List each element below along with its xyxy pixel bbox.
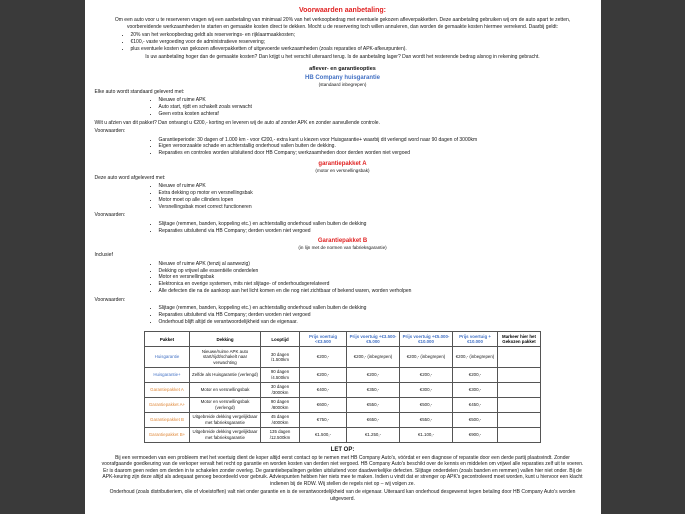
- table-cell: 90 dagen /4.500km: [261, 367, 300, 382]
- table-cell: 30 dagen /1.500km: [261, 347, 300, 368]
- conditions-label: Voorwaarden:: [94, 128, 126, 134]
- warranty-section: [95, 238, 591, 325]
- section-heading: Garantiepakket B: [317, 238, 368, 245]
- warranty-section: [95, 161, 591, 235]
- column-header: Looptijd: [261, 332, 300, 347]
- table-cell: 30 dagen /3000km: [261, 382, 300, 397]
- bullet-item: • Elektronica en overige systemen, mits niet slijtage- of onderhoudsgerelateerd: [159, 281, 563, 288]
- table-cell: €600,-: [300, 397, 347, 412]
- section-heading: HB Company huisgarantie: [304, 74, 380, 81]
- bullet-item: • Nieuwe of ruime APK: [159, 183, 563, 190]
- table-cell: Uitgebreide dekking vergelijkbaar met fabrieksgarantie: [190, 412, 261, 427]
- section-heading: garantiepakket A: [318, 160, 367, 167]
- table-row: [145, 412, 541, 427]
- bullet-item: • Reparaties uitsluitend via HB Company; derden worden niet vergoed: [159, 312, 563, 319]
- table-cell: €1.500,-: [300, 427, 347, 442]
- table-cell: €450,-: [453, 397, 498, 412]
- column-header: Pakket: [145, 332, 190, 347]
- table-cell: €500,-: [453, 412, 498, 427]
- table-cell: €200,-: [300, 367, 347, 382]
- choose-package-cell: [498, 382, 541, 397]
- table-cell: 135 dagen /12.500km: [261, 427, 300, 442]
- bullet-item: • Auto start, rijdt en schakelt zoals verwacht: [159, 104, 563, 111]
- table-cell: Zelfde als Huisgarantie (verlengd): [190, 367, 261, 382]
- doc-title: Voorwaarden aanbetaling:: [299, 7, 386, 14]
- conditions-list: [147, 221, 563, 235]
- choose-package-cell: [498, 427, 541, 442]
- intro-bullet-list: [119, 32, 591, 52]
- table-cell: €300,-: [453, 382, 498, 397]
- bullet-item: • Motor en versnellingsbak: [159, 274, 563, 281]
- table-cell: €300,-: [400, 382, 453, 397]
- bullet-item: • plus eventuele kosten van gekozen afleverpakketten of uitgevoerde werkzaamheden (zoals reparaties of APK-afkeurpunten).: [131, 46, 591, 53]
- table-cell: Motor en versnellingsbak (verlengd): [190, 397, 261, 412]
- table-cell: €400,-: [300, 382, 347, 397]
- column-header: Prijs voertuig +€3.500-€5.000: [347, 332, 400, 347]
- bullet-item: • Geen extra kosten achteraf: [159, 111, 563, 118]
- section-bullet-list: [147, 183, 563, 210]
- conditions-label: Voorwaarden:: [94, 296, 126, 303]
- table-cell: 45 dagen /4000km: [261, 412, 300, 427]
- table-cell: €650,-: [347, 412, 400, 427]
- section-lead: Deze auto word afgeleverd met:: [94, 174, 166, 181]
- package-name-cell: Garantiepakket B+: [145, 427, 190, 442]
- bullet-item: • Dekking op vrijwel alle essentiële onderdelen: [159, 268, 563, 275]
- conditions-list: [147, 305, 563, 325]
- column-header: Prijs voertuig +€10.000: [453, 332, 498, 347]
- column-header: Dekking: [190, 332, 261, 347]
- choose-package-cell: [498, 347, 541, 368]
- bullet-item: • Extra dekking op motor en versnellingsbak: [159, 190, 563, 197]
- bullet-item: • Motor moet op alle cilinders lopen: [159, 197, 563, 204]
- section-lead: Inclusief: [94, 252, 113, 259]
- divider-heading: aflever- en garantieopties: [309, 65, 376, 72]
- notice-paragraph-1: Bij een vermoeden van een probleem met het voertuig dient de koper altijd eerst contact op te nemen met HB Company Auto's, vóórdat er een diagnose of reparatie door een derde partij plaatsvindt. Zonder voorafgaande goedkeuring van de verkoper vervalt het recht op garantie en worden kosten van derden niet vergoed. HB Company Auto's beschikt over de kennis en middelen om vrijwel alle reparaties zelf uit te voeren. Er is daarom geen reden om derden in te schakelen zonder overleg. De garantiebepalingen gelden uitsluitend voor daadwerkelijke defecten. Slijtage onderdelen (zoals banden en remmen) vallen hier niet onder. Bij de APK-keuring zijn deze altijd als adequaat genoeg beoordeeld voor gebruik. Adviespunten hebben hier niets mee te maken. Indien u vindt dat er strenger op APK's gecontroleerd moet worden, kunt u hiervoor een klacht indienen bij de RDW. Wij stellen de regels niet op – wij volgen ze.: [101, 454, 584, 487]
- package-name-cell: Huisgarantie+: [145, 367, 190, 382]
- section-subheading: (motor en versnellingsbak): [315, 167, 370, 173]
- table-cell: €200,- (inbegrepen): [453, 347, 498, 368]
- bullet-item: • Reparaties en controles worden uitsluitend door HB Company; werkzaamheden door derden worden niet vergoed: [159, 150, 563, 157]
- table-cell: €200,-: [300, 347, 347, 368]
- table-cell: €1.100,-: [400, 427, 453, 442]
- conditions-label: Voorwaarden:: [94, 212, 126, 219]
- table-cell: Motor en versnellingsbak: [190, 382, 261, 397]
- table-cell: €500,-: [400, 397, 453, 412]
- choose-package-cell: [498, 412, 541, 427]
- table-cell: €200,-: [453, 367, 498, 382]
- table-cell: €200,-: [347, 367, 400, 382]
- bullet-item: • Nieuwe of ruime APK (tenzij al aanwezig): [159, 261, 563, 268]
- table-cell: Nieuwe/ruime APK auto start/rijdt/schakelt naar verwachting: [190, 347, 261, 368]
- bullet-item: • 20% van het verkoopbedrag geldt als reserverings- en rijklaarmaakkosten;: [131, 32, 591, 39]
- table-row: [145, 367, 541, 382]
- packages-table-head: [145, 332, 541, 347]
- column-header: Prijs voertuig +€5.000-€10.000: [400, 332, 453, 347]
- table-row: [145, 347, 541, 368]
- column-header: Prijs voertuig <€3.500: [300, 332, 347, 347]
- table-row: [145, 427, 541, 442]
- column-header: Markeer hier het Gekozen pakket: [498, 332, 541, 347]
- table-cell: €200,-: [400, 367, 453, 382]
- choose-package-cell: [498, 397, 541, 412]
- bullet-item: • Garantieperiode: 30 dagen of 1.000 km - voor €200,- extra kunt u kiezen voor Huisgarantie+ waarbij dit verlengd word naar 90 dagen of 3000km: [159, 137, 563, 144]
- bullet-item: • Slijtage (remmen, banden, koppeling etc.) en achterstallig onderhoud vallen buiten de dekking: [159, 305, 563, 312]
- package-name-cell: Garantiepakket A: [145, 382, 190, 397]
- notice-heading: LET OP:: [330, 446, 355, 453]
- intro-paragraph: Om een auto voor u te reserveren vragen wij een aanbetaling van minimaal 20% van het verkoopbedrag met eventuele gekozen afleverpakketten. Deze aanbetaling gebruiken wij om de auto apart te zetten, voorbereidende werkzaamheden te starten en gemaakte kosten direct te dekken. Mocht u de reservering toch willen annuleren, dan worden de gemaakte kosten hiermee verrekend. Daarbij geldt:: [114, 17, 571, 30]
- bullet-item: • Versnellingsbak moet correct functioneren: [159, 204, 563, 211]
- packages-table-body: [145, 347, 541, 443]
- table-cell: €750,-: [300, 412, 347, 427]
- package-name-cell: Huisgarantie: [145, 347, 190, 368]
- document-page: [85, 0, 601, 514]
- section-bullet-list: [147, 261, 563, 295]
- table-cell: €900,-: [453, 427, 498, 442]
- table-cell: Uitgebreide dekking vergelijkbaar met fabrieksgarantie: [190, 427, 261, 442]
- section-bullet-list: [147, 97, 563, 117]
- table-cell: €200,- (inbegrepen): [400, 347, 453, 368]
- warranty-section: [95, 75, 591, 157]
- package-name-cell: Garantiepakket A+: [145, 397, 190, 412]
- table-row: [145, 397, 541, 412]
- section-subheading: (in lijn met de normen van fabrieksgarantie): [298, 245, 387, 251]
- section-subheading: (standaard inbegrepen): [318, 81, 367, 87]
- bullet-item: • Alle defecten die na de aankoop aan het licht komen en die nog niet zichtbaar of bekend waren, worden verholpen: [159, 288, 563, 295]
- conditions-list: [147, 137, 563, 157]
- table-row: [145, 382, 541, 397]
- warranty-sections: [95, 75, 591, 326]
- bullet-item: • Nieuwe of ruime APK: [159, 97, 563, 104]
- table-cell: €550,-: [347, 397, 400, 412]
- bullet-item: • Onderhoud blijft altijd de verantwoordelijkheid van de eigenaar.: [159, 319, 563, 326]
- section-lead: Elke auto wordt standaard geleverd met:: [94, 88, 185, 95]
- table-cell: €350,-: [347, 382, 400, 397]
- table-cell: €550,-: [400, 412, 453, 427]
- package-name-cell: Garantiepakket B: [145, 412, 190, 427]
- table-cell: 90 dagen /8000km: [261, 397, 300, 412]
- bullet-item: • Reparaties uitsluitend via HB Company; derden worden niet vergoed: [159, 228, 563, 235]
- choose-package-cell: [498, 367, 541, 382]
- notice-paragraph-2: Onderhoud (zoals distributieriem, olie of vloeistoffen) valt niet onder garantie en is de verantwoordelijkheid van de eigenaar. Uiteraard kan onderhoud desgewenst tegen betaling door HB Company Auto's worden uitgevoerd.: [109, 489, 576, 502]
- bullet-item: • €100,- vaste vergoeding voor de administratieve reservering;: [131, 39, 591, 46]
- packages-table: [144, 331, 541, 443]
- table-cell: €1.250,-: [347, 427, 400, 442]
- intro-paragraph-2: Is uw aanbetaling hoger dan de gemaakte kosten? Dan krijgt u het verschil uiteraard terug. Is de aanbetaling lager? Dan wordt het resterende bedrag alsnog in rekening gebracht.: [145, 54, 540, 61]
- table-header-row: [145, 332, 541, 347]
- bullet-item: • Slijtage (remmen, banden, koppeling etc.) en achterstallig onderhoud vallen buiten de dekking: [159, 221, 563, 228]
- table-cell: €200,- (inbegrepen): [347, 347, 400, 368]
- bullet-item: • Eigen veroorzaakte schade en achterstallig onderhoud vallen buiten de dekking.: [159, 143, 563, 150]
- section-note: Wilt u afzien van dit pakket? Dan ontvangt u €200,- korting en leveren wij de auto af zonder APK en zonder aanvullende controle.: [94, 119, 380, 126]
